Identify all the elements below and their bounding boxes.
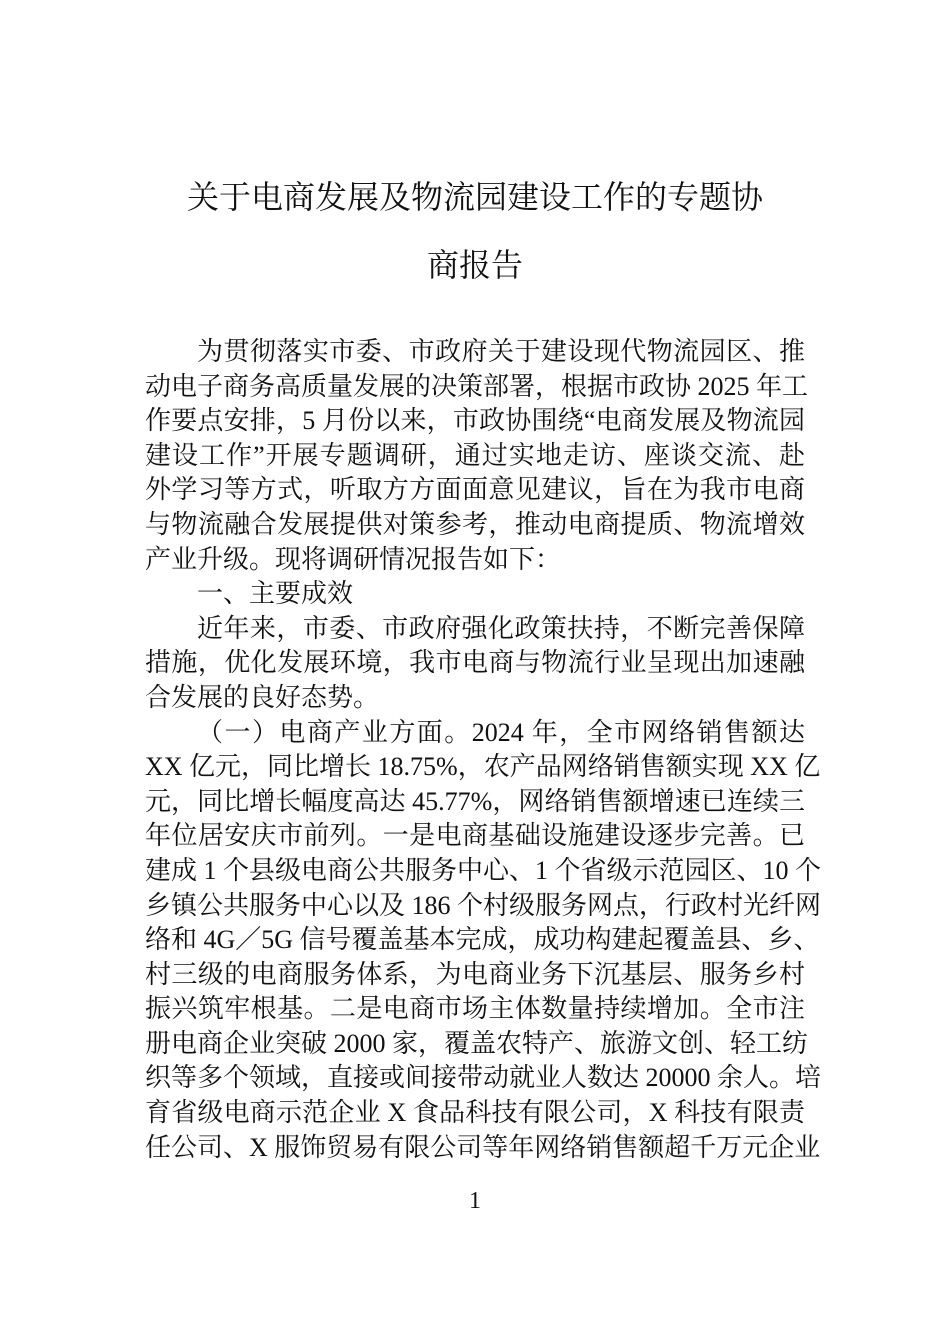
text-line: 育省级电商示范企业 X 食品科技有限公司，X 科技有限责 xyxy=(145,1098,805,1128)
text-line: 产业升级。现将调研情况报告如下： xyxy=(145,544,562,574)
text-line: XX 亿元，同比增长 18.75%，农产品网络销售额实现 XX 亿 xyxy=(145,752,821,782)
text-line: 近年来，市委、市政府强化政策扶持，不断完善保障 xyxy=(197,613,805,643)
page-number: 1 xyxy=(469,1188,481,1214)
document-title xyxy=(140,163,810,299)
paragraph xyxy=(145,335,809,577)
section-heading xyxy=(145,577,805,612)
text-line: 册电商企业突破 2000 家，覆盖农特产、旅游文创、轻工纺 xyxy=(145,1028,809,1058)
text-line: 年位居安庆市前列。一是电商基础设施建设逐步完善。已 xyxy=(145,821,805,851)
paragraph xyxy=(145,716,822,1166)
text-line: 乡镇公共服务中心以及 186 个村级服务网点，行政村光纤网 xyxy=(145,890,822,920)
text-line: 合发展的良好态势。 xyxy=(145,682,380,712)
text-line: 作要点安排，5 月份以来，市政协围绕“电商发展及物流园 xyxy=(145,406,805,436)
text-line: 任公司、X 服饰贸易有限公司等年网络销售额超千万元企业 xyxy=(145,1132,821,1162)
text-line: 一、主要成效 xyxy=(197,579,354,609)
text-line: 络和 4G／5G 信号覆盖基本完成，成功构建起覆盖县、乡、 xyxy=(145,925,820,955)
text-line: （一）电商产业方面。2024 年，全市网络销售额达 xyxy=(197,717,805,747)
text-line: 建成 1 个县级电商公共服务中心、1 个省级示范园区、10 个 xyxy=(145,855,822,885)
text-line: 织等多个领域，直接或间接带动就业人数达 20000 余人。培 xyxy=(145,1063,822,1093)
text-line: 与物流融合发展提供对策参考，推动电商提质、物流增效 xyxy=(145,509,805,539)
document-body xyxy=(145,335,822,1165)
text-line: 为贯彻落实市委、市政府关于建设现代物流园区、推 xyxy=(197,337,805,366)
title-line: 商报告 xyxy=(426,246,523,284)
text-line: 村三级的电商服务体系，为电商业务下沉基层、服务乡村 xyxy=(145,959,805,989)
text-line: 建设工作”开展专题调研，通过实地走访、座谈交流、赴 xyxy=(145,440,805,470)
paragraph xyxy=(145,612,805,716)
text-line: 外学习等方式，听取方方面面意见建议，旨在为我市电商 xyxy=(145,475,805,505)
text-line: 动电子商务高质量发展的决策部署，根据市政协 2025 年工 xyxy=(145,371,809,401)
text-line: 元，同比增长幅度高达 45.77%，网络销售额增速已连续三 xyxy=(145,786,805,816)
text-line: 振兴筑牢根基。二是电商市场主体数量持续增加。全市注 xyxy=(145,994,805,1024)
text-line: 措施，优化发展环境，我市电商与物流行业呈现出加速融 xyxy=(145,648,805,678)
title-line: 关于电商发展及物流园建设工作的专题协 xyxy=(186,178,763,216)
